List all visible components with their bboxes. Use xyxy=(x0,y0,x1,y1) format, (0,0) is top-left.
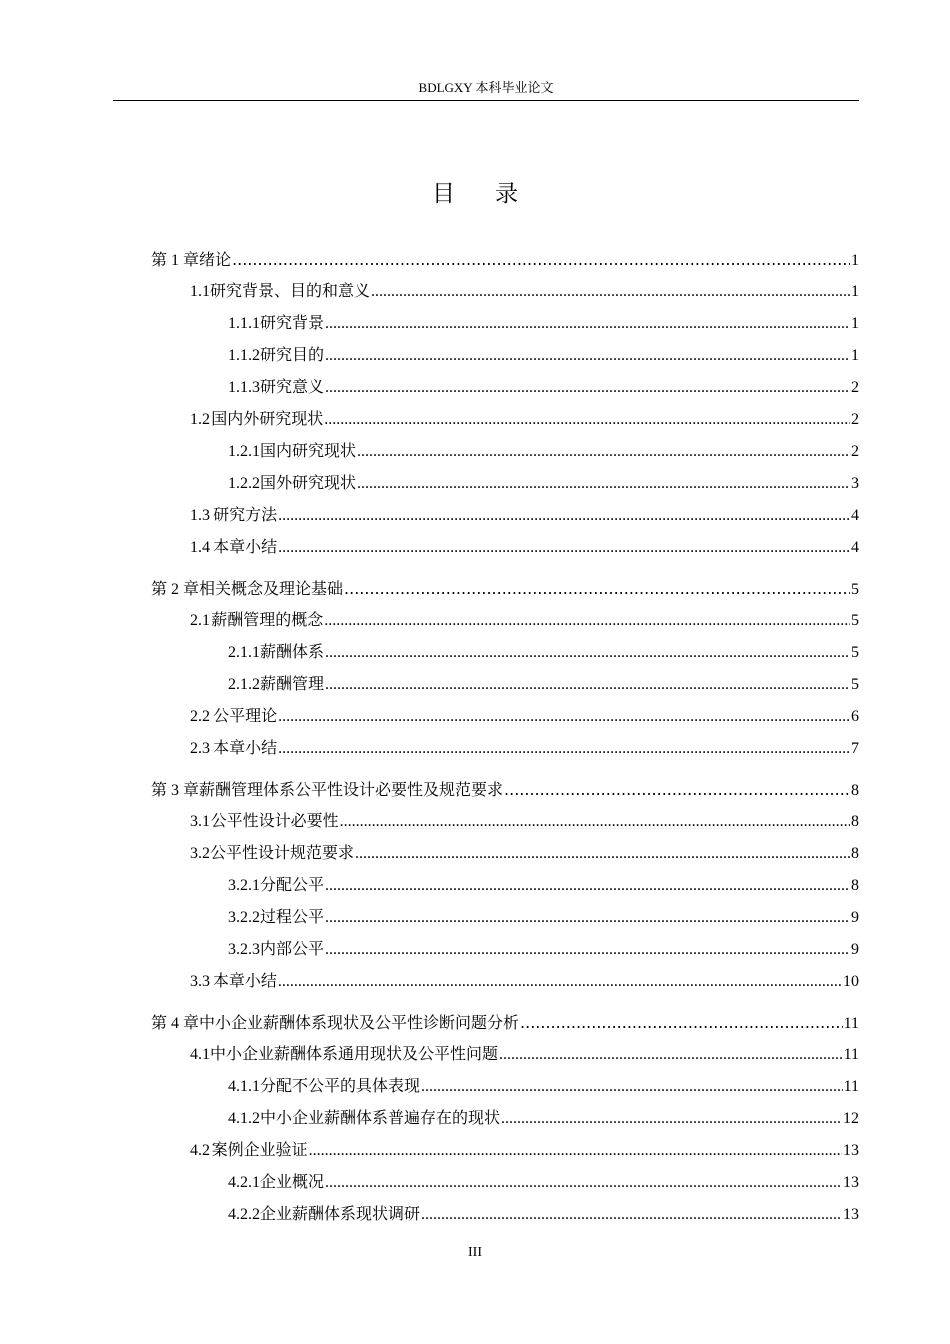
toc-entry-page: 2 xyxy=(851,411,859,428)
toc-entry-page: 4 xyxy=(851,507,859,524)
toc-entry[interactable] xyxy=(190,502,859,530)
toc-entry[interactable] xyxy=(190,1137,859,1165)
toc-leader-dots xyxy=(357,438,850,466)
toc-entry[interactable] xyxy=(228,438,859,466)
toc-leader-dots xyxy=(325,310,850,338)
toc-entry-page: 11 xyxy=(843,1046,859,1063)
toc-entry[interactable] xyxy=(228,310,859,338)
toc-leader-dots xyxy=(324,607,850,635)
toc-leader-dots xyxy=(278,735,850,763)
toc-entry-number: 2.1.2 xyxy=(228,676,260,693)
toc-leader-dots xyxy=(499,1041,843,1069)
toc-entry-number: 2.3 xyxy=(190,740,210,757)
toc-entry-number: 4.1.1 xyxy=(228,1078,260,1095)
toc-leader-dots xyxy=(278,534,850,562)
toc-entry-number: 1.1.3 xyxy=(228,379,260,396)
toc-entry[interactable] xyxy=(190,607,859,635)
toc-entry-label: 国外研究现状 xyxy=(260,475,357,492)
toc-entry-label: 研究意义 xyxy=(260,379,325,396)
toc-entry-number: 2.1.1 xyxy=(228,644,260,661)
toc-entry-number: 3.2 xyxy=(190,845,210,862)
toc-entry[interactable] xyxy=(151,246,859,274)
toc-entry-number: 第 3 章 xyxy=(151,782,200,799)
toc-entry[interactable] xyxy=(228,1105,859,1133)
toc-entry-number: 4.1.2 xyxy=(228,1110,260,1127)
toc-entry[interactable] xyxy=(190,1041,859,1069)
toc-entry-number: 1.1.1 xyxy=(228,315,260,332)
toc-entry[interactable] xyxy=(228,1073,859,1101)
toc-entry[interactable] xyxy=(151,575,859,603)
toc-entry-page: 11 xyxy=(843,1078,859,1095)
toc-entry[interactable] xyxy=(190,735,859,763)
toc-leader-dots xyxy=(278,502,850,530)
toc-entry[interactable] xyxy=(228,1169,859,1197)
toc-leader-dots xyxy=(355,840,850,868)
toc-entry-number: 1.2 xyxy=(190,411,210,428)
toc-leader-dots xyxy=(421,1201,842,1229)
toc-entry[interactable] xyxy=(190,406,859,434)
toc-entry-label: 薪酬管理体系公平性设计必要性及规范要求 xyxy=(199,780,504,799)
toc-entry-label: 内部公平 xyxy=(260,941,325,958)
toc-entry-page: 8 xyxy=(851,877,859,894)
toc-leader-dots xyxy=(325,342,850,370)
toc-entry[interactable] xyxy=(228,1201,859,1229)
toc-entry-page: 9 xyxy=(851,941,859,958)
toc-entry-label: 薪酬管理的概念 xyxy=(211,612,324,629)
page-number: III xyxy=(468,1245,482,1260)
toc-entry-number: 4.1 xyxy=(190,1046,210,1063)
toc-leader-dots xyxy=(325,639,850,667)
toc-entry[interactable] xyxy=(190,808,859,836)
toc-entry-number: 3.2.1 xyxy=(228,877,260,894)
toc-entry-label: 企业薪酬体系现状调研 xyxy=(260,1206,421,1223)
toc-entry-number: 第 1 章 xyxy=(151,252,200,269)
toc-entry-label: 研究背景、目的和意义 xyxy=(210,283,371,300)
toc-leader-dots xyxy=(325,936,850,964)
toc-entry-label: 薪酬体系 xyxy=(260,644,325,661)
toc-entry-page: 13 xyxy=(843,1174,859,1191)
toc-leader-dots xyxy=(504,776,850,804)
toc-entry-label: 研究目的 xyxy=(260,347,325,364)
toc-entry-page: 5 xyxy=(851,676,859,693)
toc-entry-number: 1.1.2 xyxy=(228,347,260,364)
toc-entry-number: 3.1 xyxy=(190,813,210,830)
toc-entry-label: 公平理论 xyxy=(213,708,278,725)
toc-entry-number: 4.2 xyxy=(190,1142,210,1159)
toc-entry[interactable] xyxy=(228,374,859,402)
toc-entry-page: 6 xyxy=(851,708,859,725)
toc-title: 目录 xyxy=(432,181,558,206)
toc-entry-page: 1 xyxy=(851,252,859,269)
toc-entry-page: 3 xyxy=(851,475,859,492)
toc-entry-label: 中小企业薪酬体系现状及公平性诊断问题分析 xyxy=(199,1013,520,1032)
toc-entry-number: 第 2 章 xyxy=(151,581,200,598)
toc-entry-page: 8 xyxy=(851,813,859,830)
toc-entry-label: 公平性设计必要性 xyxy=(210,813,339,830)
toc-entry[interactable] xyxy=(228,671,859,699)
toc-leader-dots xyxy=(309,1137,842,1165)
toc-entry[interactable] xyxy=(228,872,859,900)
toc-entry-label: 中小企业薪酬体系普遍存在的现状 xyxy=(260,1110,501,1127)
toc-entry-number: 4.2.2 xyxy=(228,1206,260,1223)
toc-entry-number: 1.2.1 xyxy=(228,443,260,460)
toc-entry-number: 4.2.1 xyxy=(228,1174,260,1191)
toc-entry-page: 12 xyxy=(843,1110,859,1127)
toc-leader-dots xyxy=(501,1105,842,1133)
toc-entry-page: 7 xyxy=(851,740,859,757)
toc-entry-label: 绪论 xyxy=(199,250,232,269)
toc-entry-label: 过程公平 xyxy=(260,909,325,926)
toc-entry-number: 1.1 xyxy=(190,283,210,300)
toc-entry-number: 1.4 xyxy=(190,539,210,556)
toc-entry-page: 1 xyxy=(851,315,859,332)
toc-entry-label: 分配不公平的具体表现 xyxy=(260,1078,421,1095)
toc-entry-number: 3.2.3 xyxy=(228,941,260,958)
toc-entry-label: 国内外研究现状 xyxy=(211,411,324,428)
toc-entry-number: 3.3 xyxy=(190,973,210,990)
toc-entry-label: 分配公平 xyxy=(260,877,325,894)
toc-entry-label: 相关概念及理论基础 xyxy=(199,579,344,598)
toc-entry-number: 第 4 章 xyxy=(151,1015,200,1032)
toc-leader-dots xyxy=(325,374,850,402)
toc-leader-dots xyxy=(325,872,850,900)
toc-entry[interactable] xyxy=(190,534,859,562)
toc-entry[interactable] xyxy=(190,278,859,306)
toc-leader-dots xyxy=(278,968,842,996)
toc-entry-label: 本章小结 xyxy=(212,973,277,990)
toc-leader-dots xyxy=(357,470,850,498)
toc-entry-label: 研究方法 xyxy=(213,507,278,524)
toc-entry-label: 公平性设计规范要求 xyxy=(210,845,355,862)
toc-entry-page: 9 xyxy=(851,909,859,926)
toc-entry-page: 2 xyxy=(851,443,859,460)
running-header: BDLGXY 本科毕业论文 xyxy=(418,80,554,95)
toc-entry-number: 1.2.2 xyxy=(228,475,260,492)
toc-entry-page: 8 xyxy=(851,782,859,799)
toc-entry-label: 本章小结 xyxy=(213,539,278,556)
toc-entry-page: 10 xyxy=(843,973,859,990)
toc-entry[interactable] xyxy=(151,1009,859,1037)
toc-entry-label: 研究背景 xyxy=(260,315,325,332)
toc-entry[interactable] xyxy=(228,936,859,964)
toc-entry-label: 本章小结 xyxy=(213,740,278,757)
toc-entry-page: 1 xyxy=(851,283,859,300)
toc-leader-dots xyxy=(421,1073,843,1101)
toc-entry-label: 中小企业薪酬体系通用现状及公平性问题 xyxy=(210,1046,499,1063)
toc-entry[interactable] xyxy=(228,904,859,932)
toc-entry-page: 5 xyxy=(851,612,859,629)
toc-entry-page: 5 xyxy=(851,581,859,598)
toc-entry-page: 8 xyxy=(851,845,859,862)
toc-entry[interactable] xyxy=(228,470,859,498)
toc-leader-dots xyxy=(324,406,850,434)
toc-entry-number: 2.2 xyxy=(190,708,210,725)
header-divider xyxy=(113,100,859,101)
toc-entry-page: 5 xyxy=(851,644,859,661)
toc-leader-dots xyxy=(344,575,850,603)
toc-entry-number: 2.1 xyxy=(190,612,210,629)
toc-entry-label: 企业概况 xyxy=(260,1174,325,1191)
toc-entry-label: 案例企业验证 xyxy=(211,1142,308,1159)
toc-entry-number: 3.2.2 xyxy=(228,909,260,926)
toc-entry-label: 国内研究现状 xyxy=(260,443,357,460)
toc-leader-dots xyxy=(371,278,850,306)
toc-leader-dots xyxy=(325,904,850,932)
toc-entry-number: 1.3 xyxy=(190,507,210,524)
toc-entry[interactable] xyxy=(190,840,859,868)
toc-entry[interactable] xyxy=(228,639,859,667)
toc-entry[interactable] xyxy=(151,776,859,804)
toc-leader-dots xyxy=(520,1009,843,1037)
toc-leader-dots xyxy=(325,671,850,699)
toc-entry-page: 11 xyxy=(843,1015,859,1032)
toc-entry[interactable] xyxy=(190,703,859,731)
toc-entry-page: 1 xyxy=(851,347,859,364)
toc-leader-dots xyxy=(278,703,850,731)
toc-entry-page: 13 xyxy=(843,1142,859,1159)
toc-entry-page: 2 xyxy=(851,379,859,396)
toc-entry-page: 4 xyxy=(851,539,859,556)
toc-leader-dots xyxy=(325,1169,842,1197)
toc-entry[interactable] xyxy=(190,968,859,996)
toc-entry-page: 13 xyxy=(843,1206,859,1223)
toc-entry[interactable] xyxy=(228,342,859,370)
toc-leader-dots xyxy=(232,246,850,274)
toc-entry-label: 薪酬管理 xyxy=(260,676,325,693)
toc-leader-dots xyxy=(340,808,850,836)
